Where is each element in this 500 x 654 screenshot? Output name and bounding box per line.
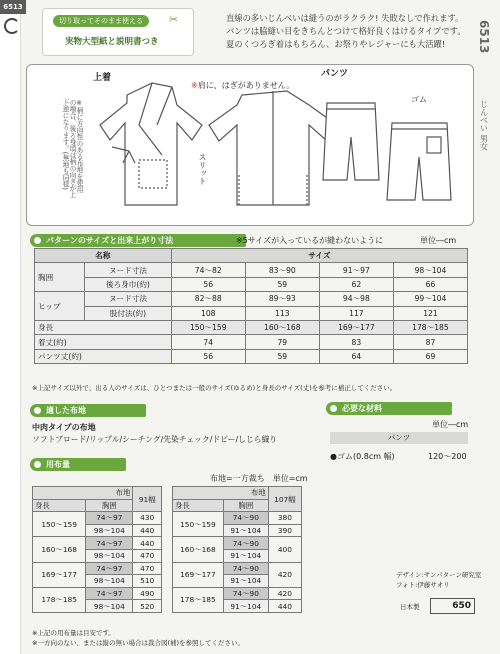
row-length: 着丈(約) xyxy=(35,335,172,349)
yardage-footnote-2: ※一方向のない、または縦の無い場合は裁合図(補)を参照してください。 xyxy=(32,639,245,647)
headline-line-2: パンツは脇縫い目をきちんとつけて格好良くはけるタイプです。 xyxy=(226,26,466,36)
garment-illustration-panel xyxy=(26,64,474,226)
size-unit: 単位―cm xyxy=(420,236,457,245)
row-chest: 胸囲 xyxy=(35,263,85,292)
shoulder-note: ※肩に、はぎがありません。 xyxy=(191,81,295,90)
slit-label: スリット xyxy=(198,153,207,185)
yardage-unit-note: 布地=一方裁ち 単位=cm xyxy=(210,474,308,483)
row-height: 身長 xyxy=(35,320,172,334)
yardage-section-header: 用布量 xyxy=(30,458,126,471)
badge-title: 実物大型紙と説明書つき xyxy=(65,37,159,47)
materials-pants-panel: パンツ xyxy=(330,432,468,444)
credit-design: デザイン:サンパターン研究室 xyxy=(396,571,482,579)
credit-photo: フォト:伊藤サオリ xyxy=(396,581,450,589)
materials-section-header: 必要な材料 xyxy=(326,402,452,415)
headline-line-1: 直線の多いじんべいは縫うのがラクラク! 失敗なしで作れます。 xyxy=(226,13,464,23)
col-name: 名称 xyxy=(35,249,172,263)
headline-line-3: 夏のくつろぎ着はもちろん、お祭りやレジャーにも大活躍! xyxy=(226,39,446,49)
pants-label: パンツ xyxy=(321,69,349,79)
badge-tag: 切り取ってそのまま使える xyxy=(53,15,149,27)
fabric-list: ソフトブロード/リップル/シーチング/先染チェック/ドビー/しじら織り xyxy=(32,435,278,444)
side-code: 6513 xyxy=(477,20,491,54)
yardage-footnote-1: ※上記の用布量は目安です。 xyxy=(32,629,115,637)
yardage-table-91: 布地 91幅 身長 胸囲 150〜159 74〜97 430 98〜104 440 160〜168 74〜97 440 98〜104 470 169〜177 74〜97 470 98〜104 510 178〜185 74〜97 490 98〜104 520 xyxy=(32,486,162,613)
size-section-header: パターンのサイズと出来上がり寸法 xyxy=(30,234,246,247)
col-size: サイズ xyxy=(171,249,467,263)
size-footnote: ※上記サイズ以外で、出る人のサイズは、ひとつまたは一般のサイズ(ゆるめ)と身長のサイズ(丈)を参考に補正してください。 xyxy=(32,384,397,392)
left-strip xyxy=(0,0,21,654)
jacket-label: 上着 xyxy=(93,73,112,83)
fabric-type: 中肉タイプの布地 xyxy=(32,423,96,432)
full-size-pattern-badge xyxy=(42,8,194,56)
scissors-icon: ✂ xyxy=(169,13,179,26)
fabric-direction-note: ※柄に方向性のある布地を使用の場合、後ろ身頃は柄の向きが上下逆になります。(無地も同様) xyxy=(61,99,83,198)
side-title: じんべい 男女 xyxy=(479,100,489,151)
materials-value: 120〜200 xyxy=(428,452,467,461)
row-hip: ヒップ xyxy=(35,292,85,321)
pattern-code-tab: 6513 xyxy=(0,0,26,14)
size-table: 名称 サイズ 胸囲 ヌード寸法 74〜82 83〜90 91〜97 98〜104 後ろ身巾(約) 56 59 62 66 ヒップ ヌード寸法 82〜88 89〜93 94〜98 99〜104 股付法(約) 108 113 117 121 身長 150〜159 160〜168 169〜177 178〜185 着丈(約) 74 79 83 87 パンツ丈(約) 56 59 64 69 xyxy=(34,248,468,364)
made-in: 日本製 xyxy=(400,603,420,611)
price-box: 650 xyxy=(430,598,475,614)
fabric-section-header: 適した布地 xyxy=(30,404,146,417)
row-pants-length: パンツ丈(約) xyxy=(35,349,172,363)
logo-circle xyxy=(4,18,20,34)
yardage-table-107: 布地 107幅 身長 胸囲 150〜159 74〜90 380 91〜104 390 160〜168 74〜90 400 91〜104 169〜177 74〜90 420 91〜104 178〜185 74〜90 420 91〜104 440 xyxy=(172,486,302,613)
materials-item: ●ゴム(0.8cm 幅) xyxy=(330,452,395,461)
rubber-label: ゴム xyxy=(411,95,427,104)
headline xyxy=(226,12,466,51)
size-section-note: ※5サイズが入っているが縫わないように xyxy=(236,236,384,245)
materials-unit: 単位―cm xyxy=(432,420,469,429)
